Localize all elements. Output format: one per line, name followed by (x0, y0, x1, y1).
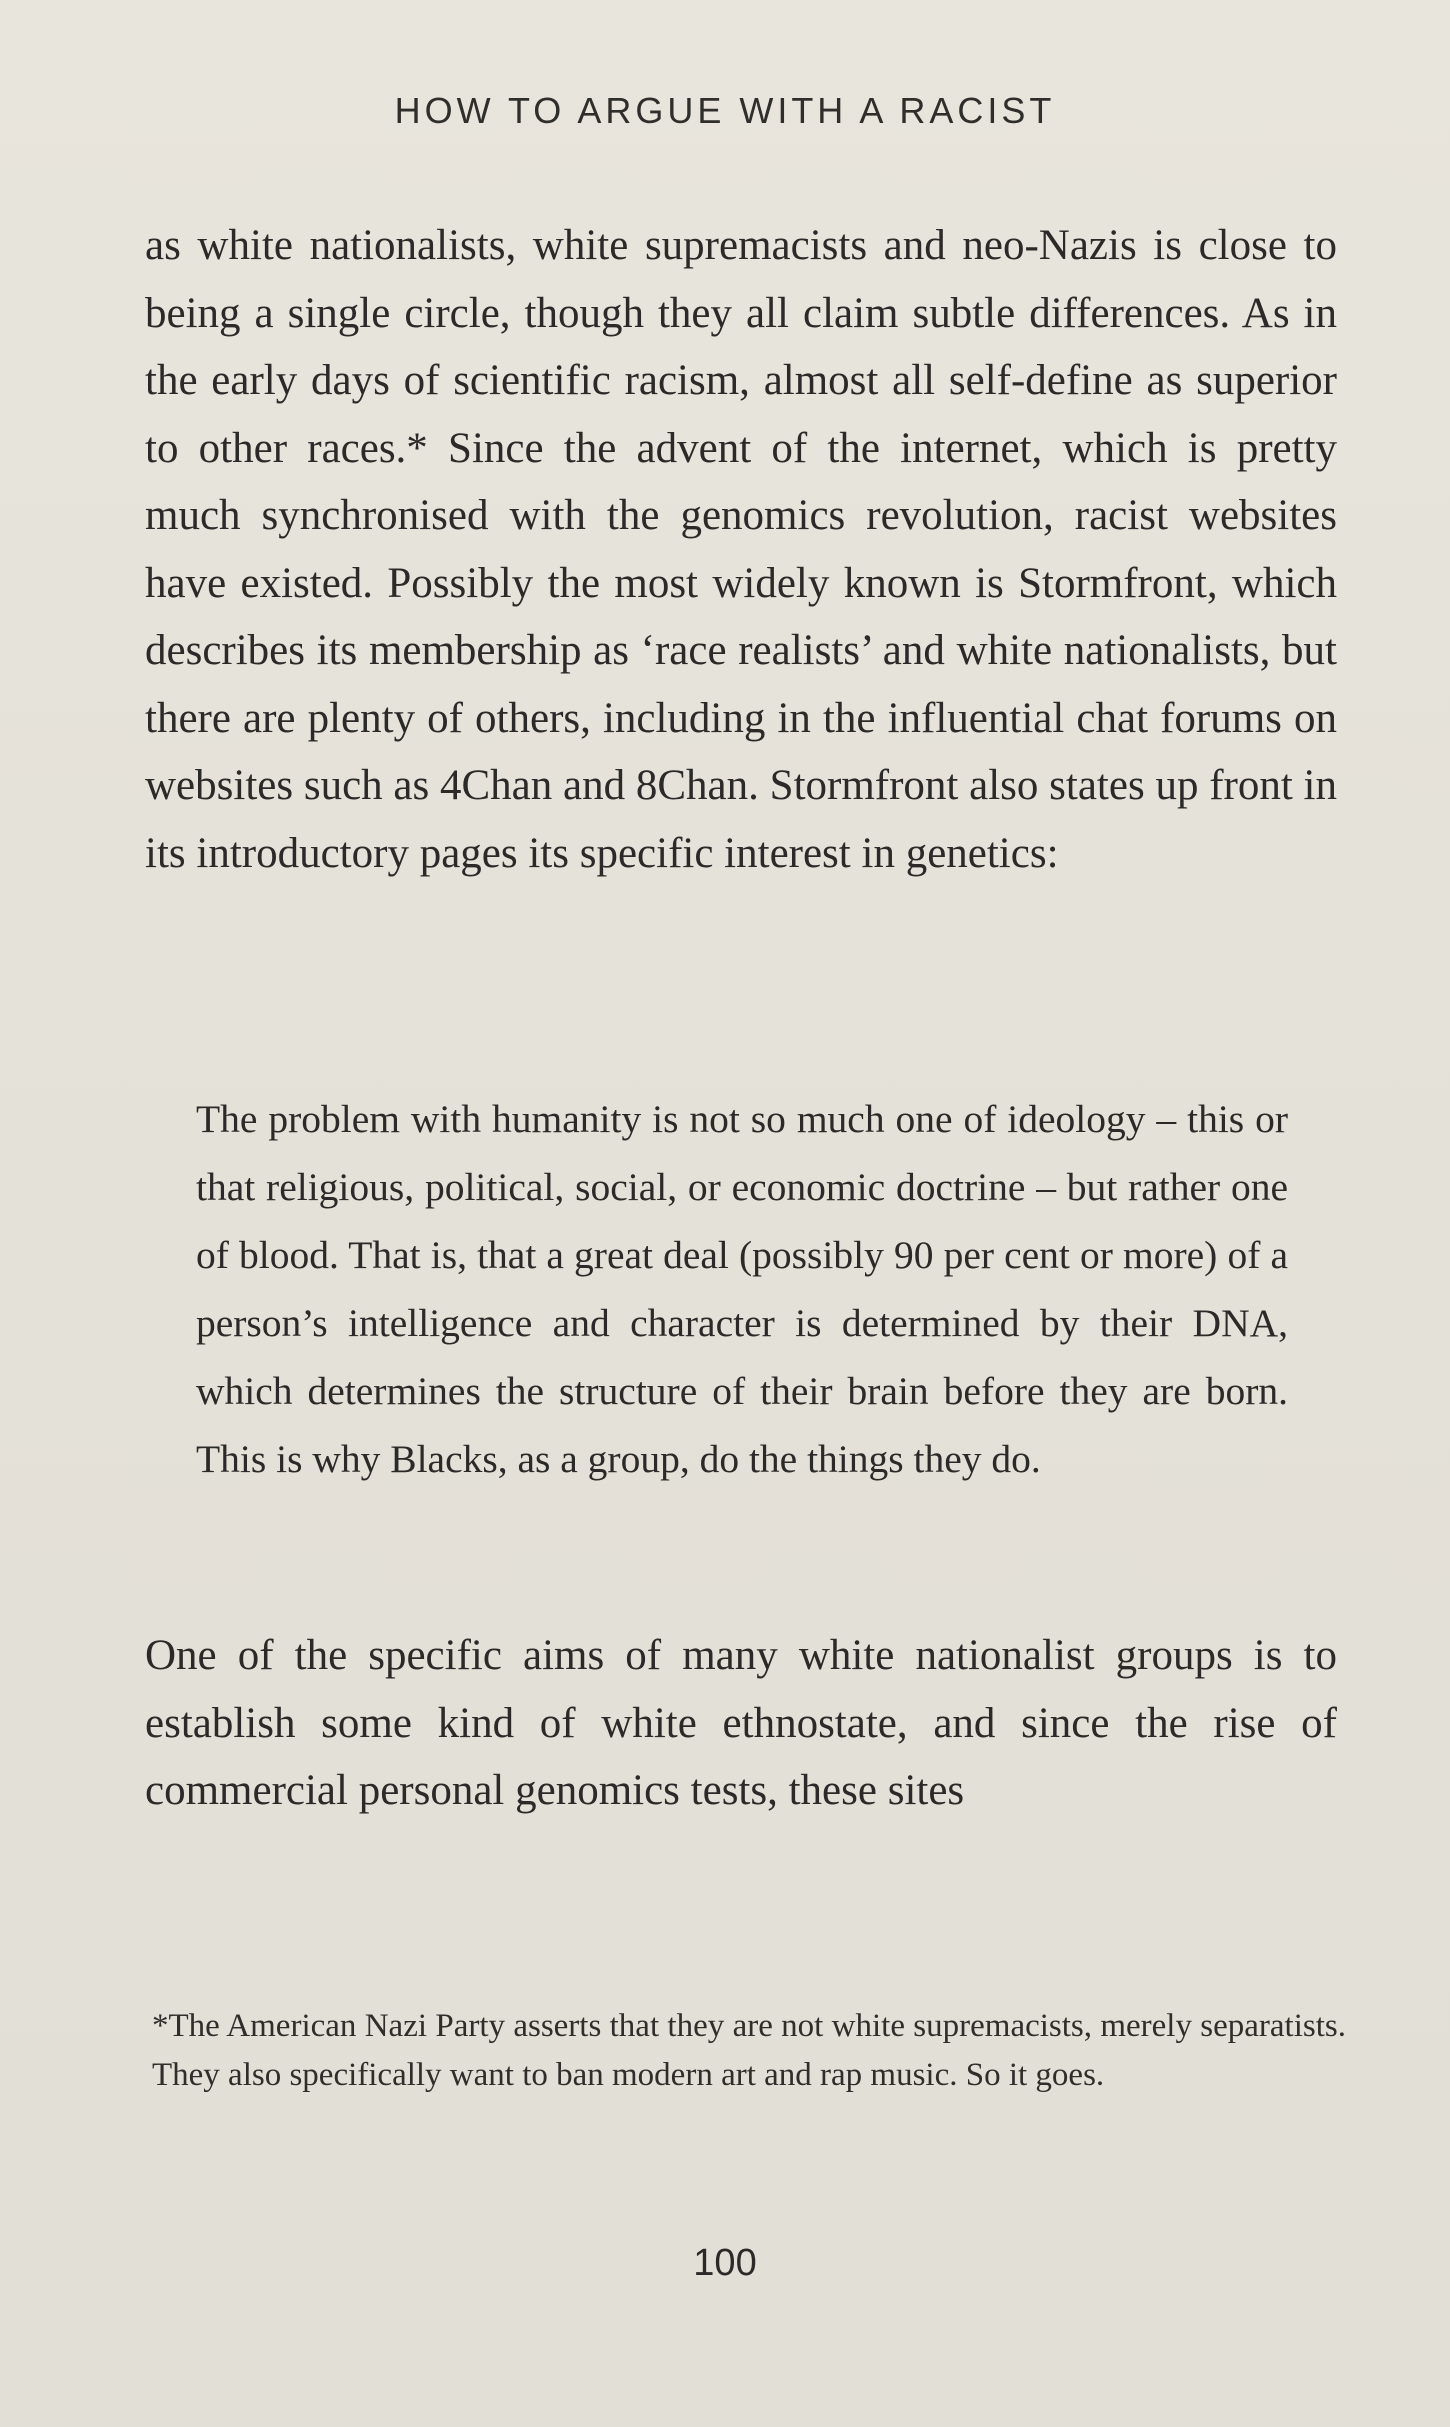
body-paragraph: as white nationalists, white supremacists and neo-Nazis is close to being a single circle, though they all claim subtle differences. As in the early days of scientific racism, almost all self-define as superior to other races.* Since the advent of the internet, which is pretty much synchronised with the genomics revolution, racist websites have existed. Possibly the most widely known is Stormfront, which describes its membership as ‘race realists’ and white nationalists, but there are plenty of others, including in the influential chat forums on websites such as 4Chan and 8Chan. Stormfront also states up front in its introductory pages its specific interest in genetics: (145, 222, 1337, 877)
footnote: *The American Nazi Party asserts that they are not white supremacists, merely separatists. They also specifically want to ban modern art and rap music. So it goes. (152, 2008, 1346, 2093)
running-header: HOW TO ARGUE WITH A RACIST (394, 90, 1056, 131)
body-paragraph-continuation: One of the specific aims of many white nationalist groups is to establish some kind of white ethnostate, and since the rise of commercial personal genomics tests, these sites (145, 1632, 1337, 1814)
page-number: 100 (693, 2242, 757, 2284)
block-quote: The problem with humanity is not so much one of ideology – this or that religious, political, social, or economic doctrine – but rather one of blood. That is, that a great deal (possibly 90 per cent or more) of a person’s intelligence and character is determined by their DNA, which determines the structure of their brain before they are born. This is why Blacks, as a group, do the things they do. (196, 1097, 1288, 1481)
